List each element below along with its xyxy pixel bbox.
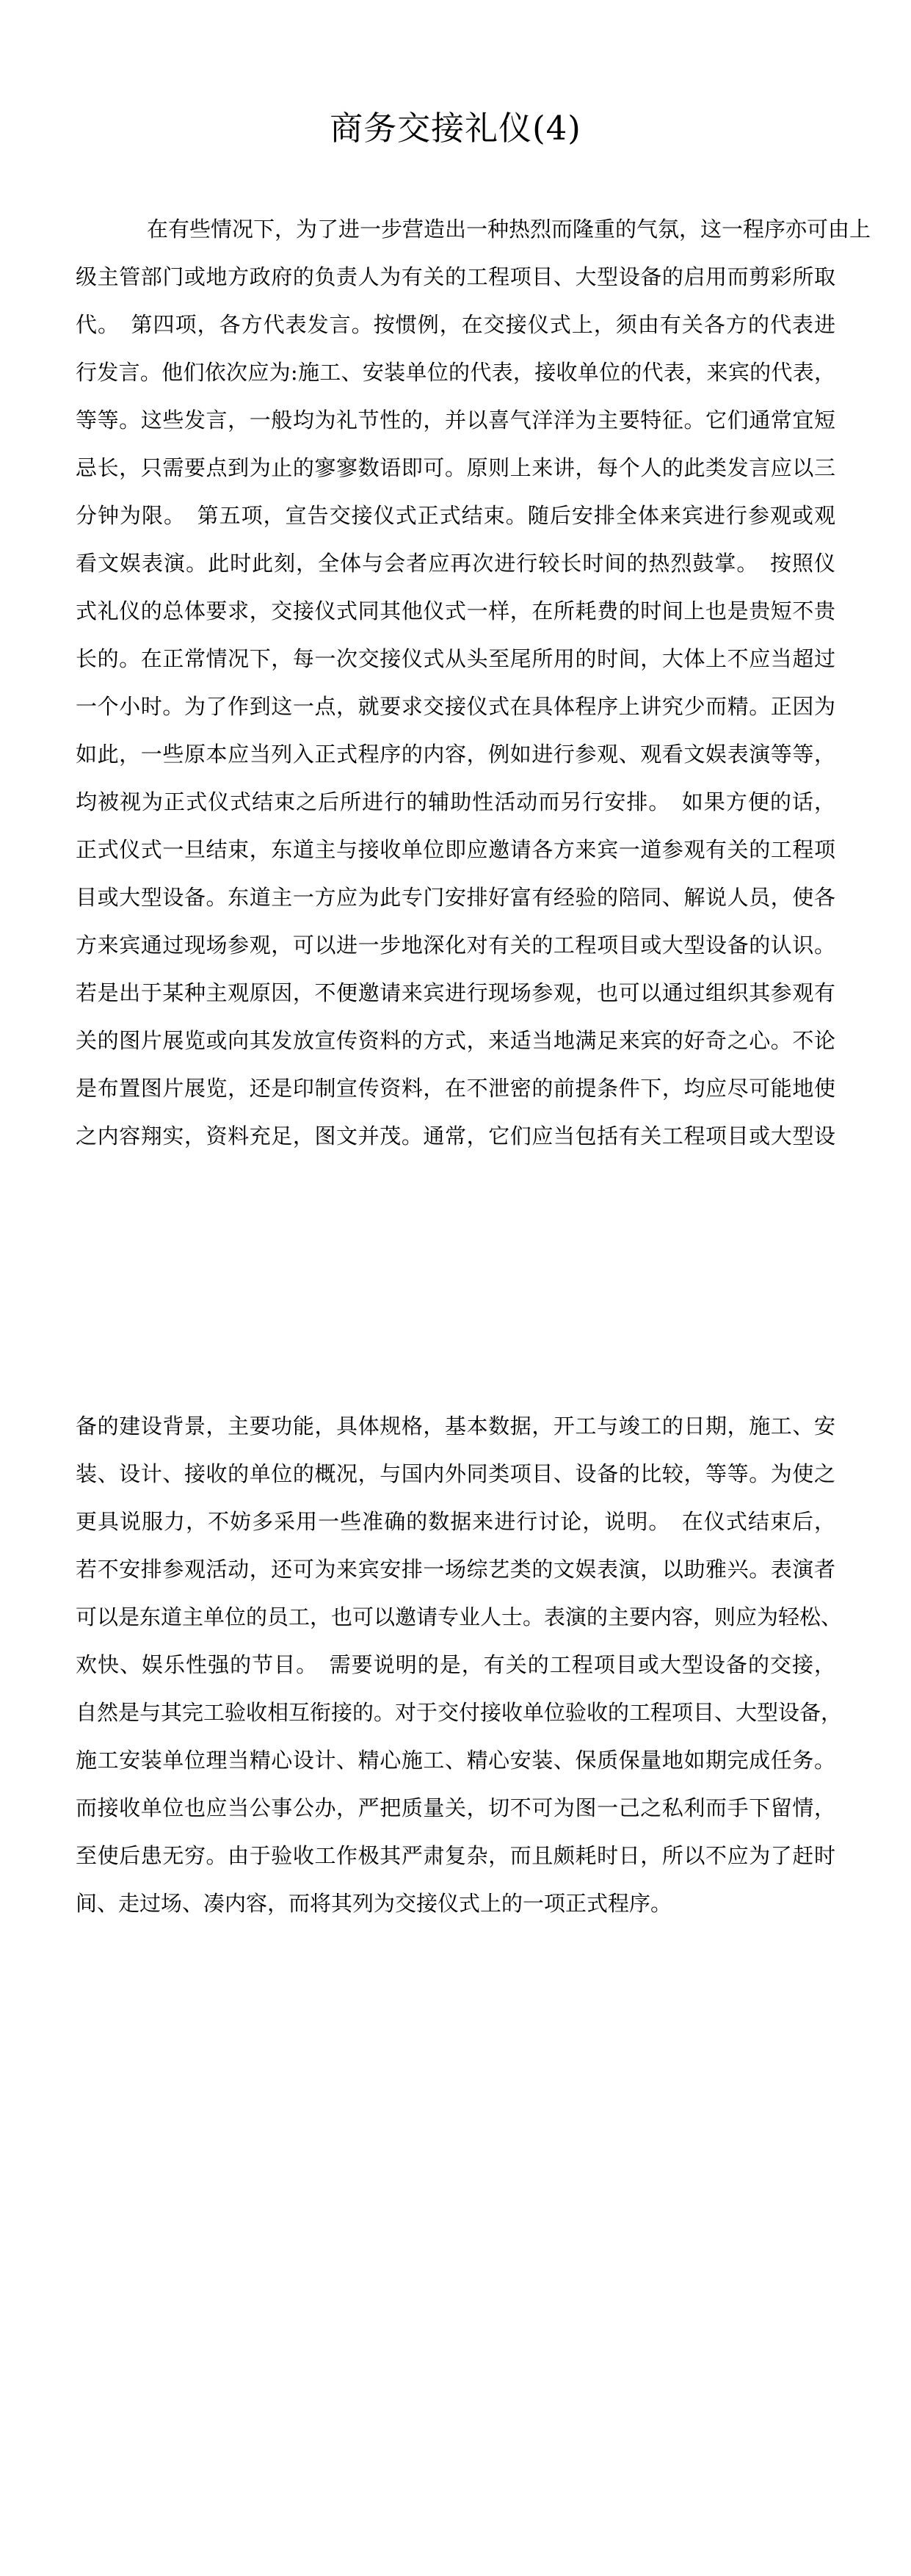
body-text-block-2 [76, 1403, 843, 1880]
body-text-line: 备的建设背景，主要功能，具体规格，基本数据，开工与竣工的日期，施工、安 [76, 1414, 835, 1439]
body-text-line: 式礼仪的总体要求，交接仪式同其他仪式一样，在所耗费的时间上也是贵短不贵 [76, 598, 835, 623]
body-text-line: 可以是东道主单位的员工，也可以邀请专业人士。表演的主要内容，则应为轻松、 [76, 1604, 843, 1629]
body-text-block-1 [76, 206, 871, 1160]
body-text-line: 一个小时。为了作到这一点，就要求交接仪式在具体程序上讲究少而精。正因为 [76, 694, 835, 719]
body-text-line: 方来宾通过现场参观，可以进一步地深化对有关的工程项目或大型设备的认识。 [76, 933, 835, 958]
body-text-line: 若是出于某种主观原因，不便邀请来宾进行现场参观，也可以通过组织其参观有 [76, 980, 835, 1005]
body-text-line: 施工安装单位理当精心设计、精心施工、精心安装、保质保量地如期完成任务。 [76, 1748, 835, 1773]
body-text-line: 关的图片展览或向其发放宣传资料的方式，来适当地满足来宾的好奇之心。不论 [76, 1028, 835, 1053]
body-text-line: 至使后患无穷。由于验收工作极其严肃复杂，而且颇耗时日，所以不应为了赶时 [76, 1843, 835, 1868]
body-text-line: 长的。在正常情况下，每一次交接仪式从头至尾所用的时间，大体上不应当超过 [76, 646, 835, 671]
body-text-line: 装、设计、接收的单位的概况，与国内外同类项目、设备的比较，等等。为使之 [76, 1461, 835, 1486]
body-text-line: 若不安排参观活动，还可为来宾安排一场综艺类的文娱表演，以助雅兴。表演者 [76, 1557, 835, 1582]
body-text-line: 如此，一些原本应当列入正式程序的内容，例如进行参观、观看文娱表演等等， [76, 742, 835, 767]
body-text-line: 级主管部门或地方政府的负责人为有关的工程项目、大型设备的启用而剪彩所取 [76, 264, 835, 289]
body-text-line: 而接收单位也应当公事公办，严把质量关，切不可为图一己之私利而手下留情， [76, 1795, 835, 1820]
body-text-line: 忌长，只需要点到为止的寥寥数语即可。原则上来讲，每个人的此类发言应以三 [76, 455, 835, 480]
body-text-line: 看文娱表演。此时此刻，全体与会者应再次进行较长时间的热烈鼓掌。 按照仪 [76, 551, 835, 576]
body-text-line: 代。 第四项，各方代表发言。按惯例，在交接仪式上，须由有关各方的代表进 [76, 312, 835, 337]
body-text-line: 更具说服力，不妨多采用一些准确的数据来进行讨论，说明。 在仪式结束后， [76, 1509, 835, 1534]
body-closing-line: 间、走过场、凑内容，而将其列为交接仪式上的一项正式程序。 [76, 1891, 672, 1916]
body-text-line: 之内容翔实，资料充足，图文并茂。通常，它们应当包括有关工程项目或大型设 [76, 1124, 835, 1148]
body-text-line: 目或大型设备。东道主一方应为此专门安排好富有经验的陪同、解说人员，使各 [76, 885, 835, 910]
body-text-line: 是布置图片展览，还是印制宣传资料，在不泄密的前提条件下，均应尽可能地使 [76, 1076, 835, 1101]
body-text-line: 均被视为正式仪式结束之后所进行的辅助性活动而另行安排。 如果方便的话， [76, 789, 835, 814]
body-text-line: 欢快、娱乐性强的节目。 需要说明的是，有关的工程项目或大型设备的交接， [76, 1652, 835, 1677]
body-text-line: 自然是与其完工验收相互衔接的。对于交付接收单位验收的工程项目、大型设备， [76, 1700, 843, 1725]
body-text-line: 行发言。他们依次应为:施工、安装单位的代表，接收单位的代表，来宾的代表， [76, 360, 835, 385]
body-text-line: 在有些情况下，为了进一步营造出一种热烈而隆重的气氛，这一程序亦可由上 [147, 217, 871, 242]
body-text-line: 等等。这些发言，一般均为礼节性的，并以喜气洋洋为主要特征。它们通常宜短 [76, 408, 835, 433]
body-text-line: 分钟为限。 第五项，宣告交接仪式正式结束。随后安排全体来宾进行参观或观 [76, 503, 835, 528]
document-title: 商务交接礼仪(4) [330, 109, 581, 148]
body-text-line: 正式仪式一旦结束，东道主与接收单位即应邀请各方来宾一道参观有关的工程项 [76, 837, 835, 862]
document-body [76, 206, 871, 1928]
